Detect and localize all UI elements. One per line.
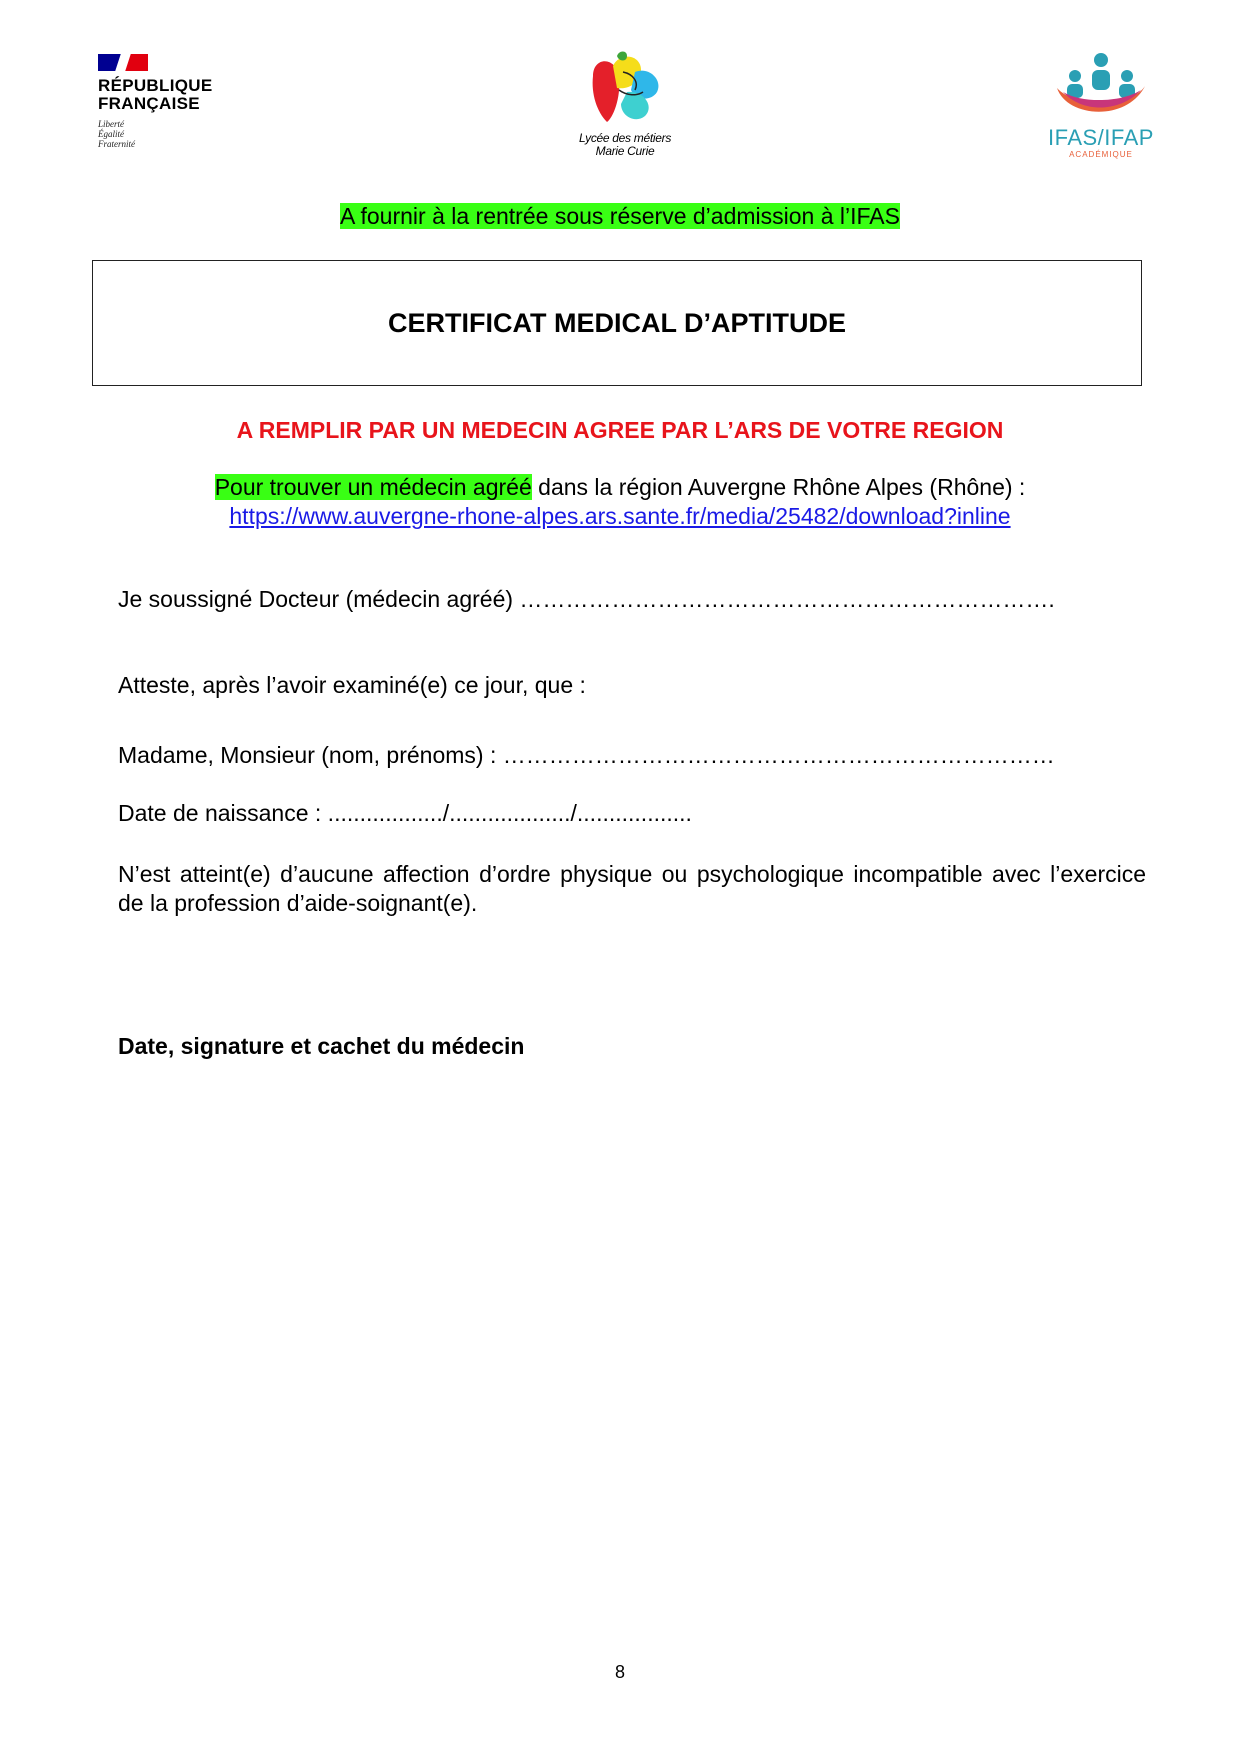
patient-name-line: Madame, Monsieur (nom, prénoms) : ……………………………………………………………… [118,742,1055,768]
ifas-ifap-logo [1045,52,1157,160]
find-doctor-highlight: Pour trouver un médecin agréé [214,474,532,500]
find-doctor-text: dans la région Auvergne Rhône Alpes (Rhône) : [531,474,1026,500]
page-title: CERTIFICAT MEDICAL D’APTITUDE [388,307,846,338]
republique-motto: Liberté Égalité Fraternité [98,119,135,149]
doctor-name-line: Je soussigné Docteur (médecin agréé) ……………………………………………………………. [118,586,1055,612]
lycee-petals-icon [583,46,667,130]
ifas-people-icon [1053,52,1149,124]
republique-francaise-logo [98,54,228,149]
republique-name: RÉPUBLIQUE FRANÇAISE [98,76,213,113]
lycee-name: Lycée des métiers Marie Curie [578,131,672,158]
aptitude-statement: N’est atteint(e) d’aucune affection d’ordre physique ou psychologique incompatible avec l’exercice de la profession d’aide-soignant(e). [118,861,1146,916]
french-flag-icon [98,54,148,71]
ars-doctor-list-link[interactable]: https://www.auvergne-rhone-alpes.ars.sante.fr/media/25482/download?inline [229,503,1011,529]
find-doctor-line [0,473,1240,501]
ifas-name: IFAS/IFAP [1048,125,1154,150]
ifas-subtitle: ACADÉMIQUE [1069,150,1133,159]
ars-url-line [0,502,1240,530]
attestation-line: Atteste, après l’avoir examiné(e) ce jour, que : [118,672,586,698]
birth-date-line: Date de naissance : ................../.................../.................. [118,800,692,826]
fill-instruction: A REMPLIR PAR UN MEDECIN AGREE PAR L’ARS DE VOTRE REGION [236,417,1004,443]
lycee-marie-curie-logo [570,46,680,158]
title-box [92,260,1142,386]
signature-label: Date, signature et cachet du médecin [118,1033,525,1059]
admission-notice-text: A fournir à la rentrée sous réserve d’admission à l’IFAS [340,203,900,229]
page-number: 8 [614,1662,625,1682]
admission-notice [0,202,1240,230]
